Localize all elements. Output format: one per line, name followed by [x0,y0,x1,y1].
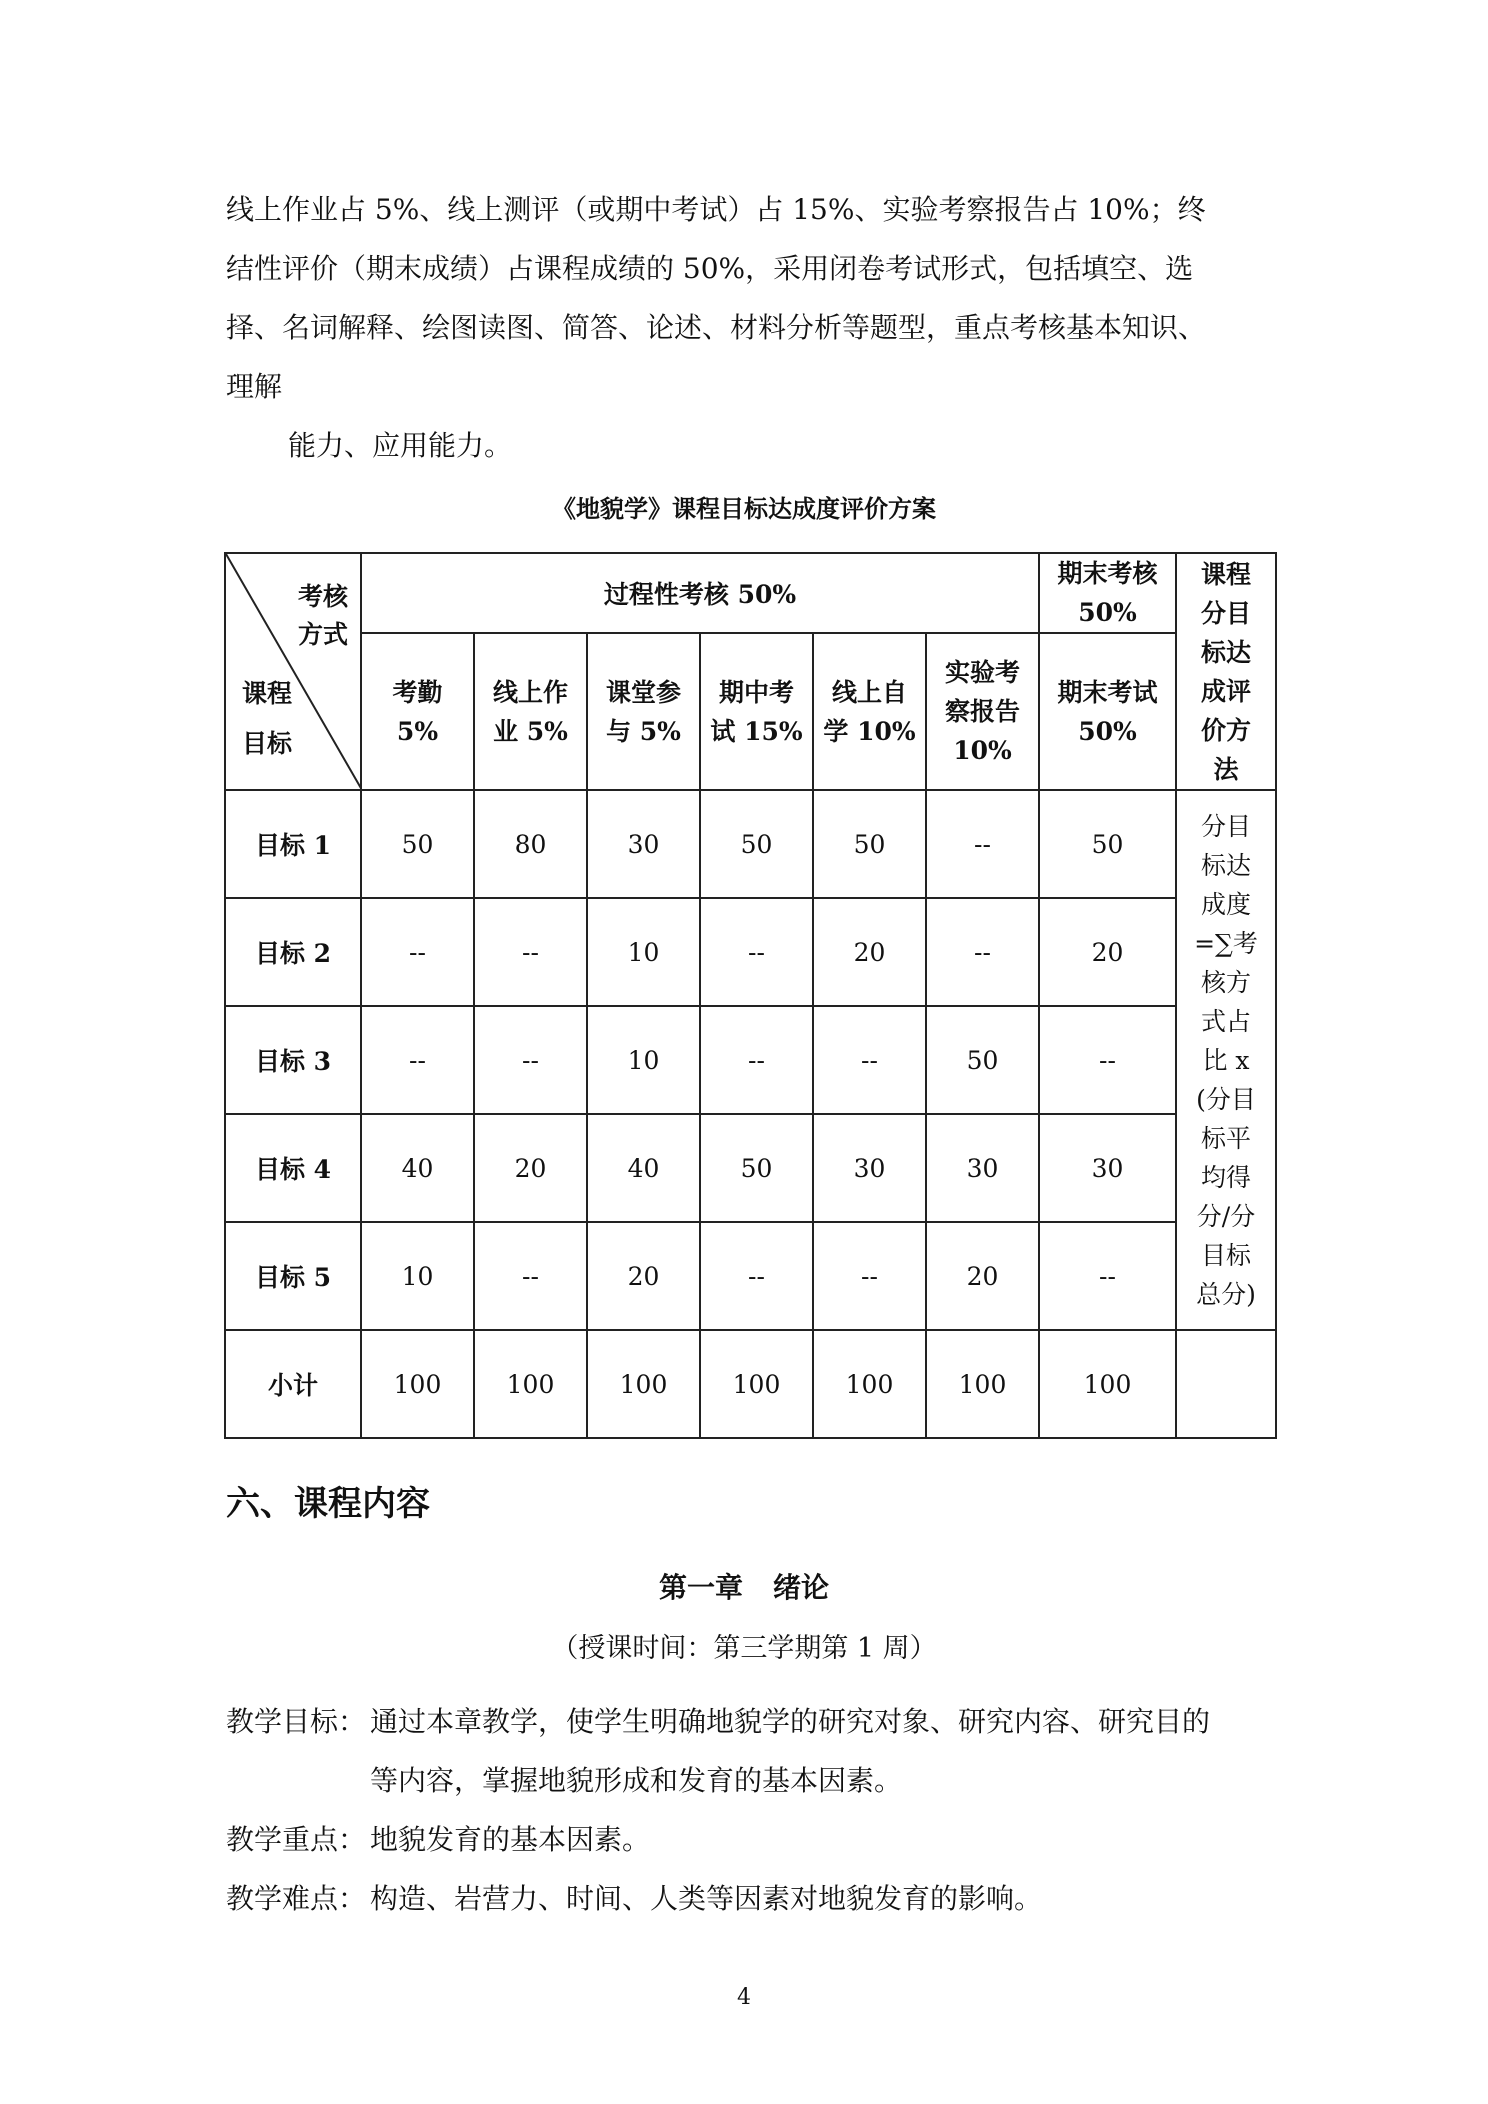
table-cell: 100 [1039,1330,1176,1438]
page-number: 4 [737,1985,751,2010]
table-row [225,1006,1276,1114]
final-assessment-header: 期末考核 50% [1039,553,1176,633]
table-cell [1176,1330,1276,1438]
item-text: 通过本章教学，使学生明确地貌学的研究对象、研究内容、研究目的 [370,1705,1211,1738]
chapter-title: 绪论 [773,1571,830,1604]
table-cell: 20 [926,1222,1039,1330]
table-cell: -- [474,1222,587,1330]
table-cell: -- [700,898,813,1006]
table-row [225,1114,1276,1222]
corner-bottom-label: 课程 目标 [242,679,293,758]
table-cell: 20 [1039,898,1176,1006]
table-cell: -- [361,1006,474,1114]
table-cell: -- [813,1006,926,1114]
table-cell: 30 [813,1114,926,1222]
table-cell: 10 [587,898,700,1006]
table-cell: 40 [587,1114,700,1222]
evaluation-table [224,552,1277,1439]
row-label: 目标 2 [225,898,361,1006]
process-assessment-header: 过程性考核 50% [361,553,1039,633]
table-cell: 40 [361,1114,474,1222]
teaching-objective [226,1692,1286,1810]
item-text: 构造、岩营力、时间、人类等因素对地貌发育的影响。 [370,1882,1043,1915]
sub-header-midterm: 期中考 试 15% [700,633,813,790]
method-cell: 分目 标达 成度 =∑考 核方 式占 比 x (分目 标平 均得 分/分 目标 总分) [1176,790,1276,1330]
table-cell: 20 [474,1114,587,1222]
sub-header-class-participation: 课堂参 与 5% [587,633,700,790]
table-cell: -- [926,898,1039,1006]
table-cell: 100 [813,1330,926,1438]
table-cell: 100 [926,1330,1039,1438]
table-cell: -- [361,898,474,1006]
table-cell: -- [700,1006,813,1114]
intro-line: 理解 [226,370,283,403]
table-cell: 100 [474,1330,587,1438]
sub-header-attendance: 考勤 5% [361,633,474,790]
item-label: 教学难点： [226,1882,367,1915]
teaching-focus [226,1810,1286,1869]
chapter-number: 第一章 [658,1571,743,1604]
section-heading: 六、课程内容 [226,1484,430,1524]
table-caption: 《地貌学》课程目标达成度评价方案 [552,494,936,523]
corner-header-cell [225,553,361,790]
table-cell: 20 [813,898,926,1006]
table-cell: 50 [700,1114,813,1222]
table-cell: 80 [474,790,587,898]
item-label: 教学重点： [226,1823,367,1856]
table-cell: -- [474,1006,587,1114]
table-cell: 30 [1039,1114,1176,1222]
sub-header-online-homework: 线上作 业 5% [474,633,587,790]
table-cell: 30 [587,790,700,898]
table-row [225,790,1276,898]
table-cell: -- [474,898,587,1006]
table-cell: 10 [361,1222,474,1330]
sub-header-final-exam: 期末考试 50% [1039,633,1176,790]
table-cell: 100 [361,1330,474,1438]
table-cell: 50 [1039,790,1176,898]
table-row [225,1222,1276,1330]
method-header: 课程 分目 标达 成评 价方 法 [1176,553,1276,790]
item-label: 教学目标： [226,1705,367,1738]
table-cell: 50 [926,1006,1039,1114]
item-text-continued: 等内容，掌握地貌形成和发育的基本因素。 [370,1764,903,1797]
corner-top-label: 考核 方式 [297,582,348,649]
item-text: 地貌发育的基本因素。 [370,1823,651,1856]
row-label: 目标 1 [225,790,361,898]
table-cell: -- [926,790,1039,898]
table-cell: -- [700,1222,813,1330]
table-row [225,898,1276,1006]
table-cell: 50 [361,790,474,898]
intro-line: 择、名词解释、绘图读图、简答、论述、材料分析等题型，重点考核基本知识、 [226,311,1207,344]
schedule-note: （授课时间：第三学期第 1 周） [551,1633,937,1664]
table-cell: -- [1039,1006,1176,1114]
row-label: 目标 5 [225,1222,361,1330]
table-cell: 30 [926,1114,1039,1222]
sub-header-online-self-study: 线上自 学 10% [813,633,926,790]
table-cell: 100 [700,1330,813,1438]
intro-line: 线上作业占 5%、线上测评（或期中考试）占 15%、实验考察报告占 10%；终 [226,193,1206,226]
table-cell: 100 [587,1330,700,1438]
table-cell: -- [813,1222,926,1330]
table-cell: 10 [587,1006,700,1114]
table-cell: 20 [587,1222,700,1330]
row-label: 小计 [225,1330,361,1438]
chapter-heading [0,1566,1488,1606]
subtotal-row [225,1330,1276,1438]
sub-header-lab-report: 实验考 察报告 10% [926,633,1039,790]
intro-line: 结性评价（期末成绩）占课程成绩的 50%，采用闭卷考试形式，包括填空、选 [226,252,1194,285]
intro-indented-line: 能力、应用能力。 [288,429,513,462]
table-cell: 50 [700,790,813,898]
teaching-difficulty [226,1869,1286,1928]
row-label: 目标 3 [225,1006,361,1114]
table-cell: -- [1039,1222,1176,1330]
table-cell: 50 [813,790,926,898]
row-label: 目标 4 [225,1114,361,1222]
intro-paragraph [226,180,1278,475]
